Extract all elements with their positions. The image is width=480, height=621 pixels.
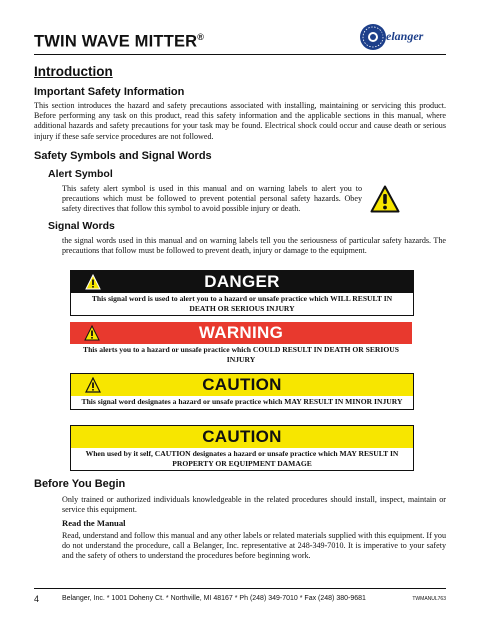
- danger-sign: [70, 270, 414, 316]
- document-code: TWMANUL763: [412, 596, 446, 602]
- caution-injury-banner: [71, 374, 413, 396]
- caution-property-banner: [71, 426, 413, 448]
- heading-important-safety-information: Important Safety Information: [34, 86, 185, 98]
- signal-words-paragraph: the signal words used in this manual and on warning labels tell you the seriousness of particular safety hazards. The precautions that follow must be followed to prevent death, injury or damage to the equipment.: [62, 236, 446, 256]
- page-number: 4: [34, 594, 40, 604]
- danger-description: This signal word is used to alert you to a hazard or unsafe practice which WILL RESULT IN DEATH OR SERIOUS INJURY: [91, 294, 393, 313]
- caution-injury-sign: [70, 373, 414, 410]
- footer-rule: [34, 588, 446, 589]
- registered-mark: ®: [197, 32, 205, 42]
- caution-word: CAUTION: [202, 375, 282, 394]
- danger-sign-banner: [71, 271, 413, 293]
- heading-signal-words: Signal Words: [48, 220, 115, 232]
- danger-word: DANGER: [204, 272, 280, 291]
- safety-alert-icon: [370, 185, 400, 213]
- warning-word: WARNING: [198, 323, 284, 342]
- document-title: TWIN WAVE MITTER®: [34, 32, 205, 51]
- safety-info-paragraph: This section introduces the hazard and safety precautions associated with installing, maintaining or servicing this product. Before performing any task on this product, read this safety information and the applicable sections in this manual, where additional hazards and safety precautions for your task may be found. Electrical shock could occur and cause death or serious injury if these safe service procedures are not followed.: [34, 101, 446, 141]
- svg-text:Belanger: Belanger: [378, 29, 424, 43]
- header-rule: [34, 54, 446, 55]
- caution-word: CAUTION: [202, 427, 282, 446]
- warning-sign-banner: [70, 322, 412, 344]
- alert-symbol-paragraph: This safety alert symbol is used in this manual and on warning labels to alert you to precautions which must be followed to prevent potential personal safety hazards. Obey safety directives that follow this symbol to avoid possible injury or death.: [62, 184, 362, 214]
- warning-alert-icon: [84, 325, 100, 341]
- before-you-begin-paragraph: Only trained or authorized individuals knowledgeable in the related procedures should install, inspect, maintain or service this equipment.: [62, 495, 446, 515]
- belanger-logo: [358, 22, 448, 52]
- read-manual-paragraph: Read, understand and follow this manual and any other labels or related materials supplied with this equipment. If you do not understand the procedure, call a Belanger, Inc. representative at 248-349-7010. It is imperative to your safety and the safety of others to understand the procedures before beginning work.: [62, 531, 446, 561]
- caution-alert-icon: [85, 377, 101, 393]
- company-address: Belanger, Inc. * 1001 Doheny Ct. * Northville, MI 48167 * Ph (248) 349-7010 * Fax (248) 380-9681: [62, 595, 366, 602]
- caution-property-description: When used by it self, CAUTION designates a hazard or unsafe practice which MAY RESULT IN PROPERTY OR EQUIPMENT DAMAGE: [85, 449, 399, 468]
- warning-description: This alerts you to a hazard or unsafe practice which COULD RESULT IN DEATH OR SERIOUS INJURY: [83, 345, 399, 364]
- heading-before-you-begin: Before You Begin: [34, 478, 126, 490]
- caution-injury-description: This signal word designates a hazard or unsafe practice which MAY RESULT IN MINOR INJURY: [81, 397, 403, 406]
- warning-sign: [70, 322, 412, 366]
- section-heading-introduction: Introduction: [34, 64, 113, 79]
- caution-property-sign: [70, 425, 414, 471]
- danger-alert-icon: [85, 274, 101, 290]
- heading-alert-symbol: Alert Symbol: [48, 168, 113, 180]
- heading-safety-symbols: Safety Symbols and Signal Words: [34, 150, 212, 162]
- heading-read-the-manual: Read the Manual: [62, 518, 126, 528]
